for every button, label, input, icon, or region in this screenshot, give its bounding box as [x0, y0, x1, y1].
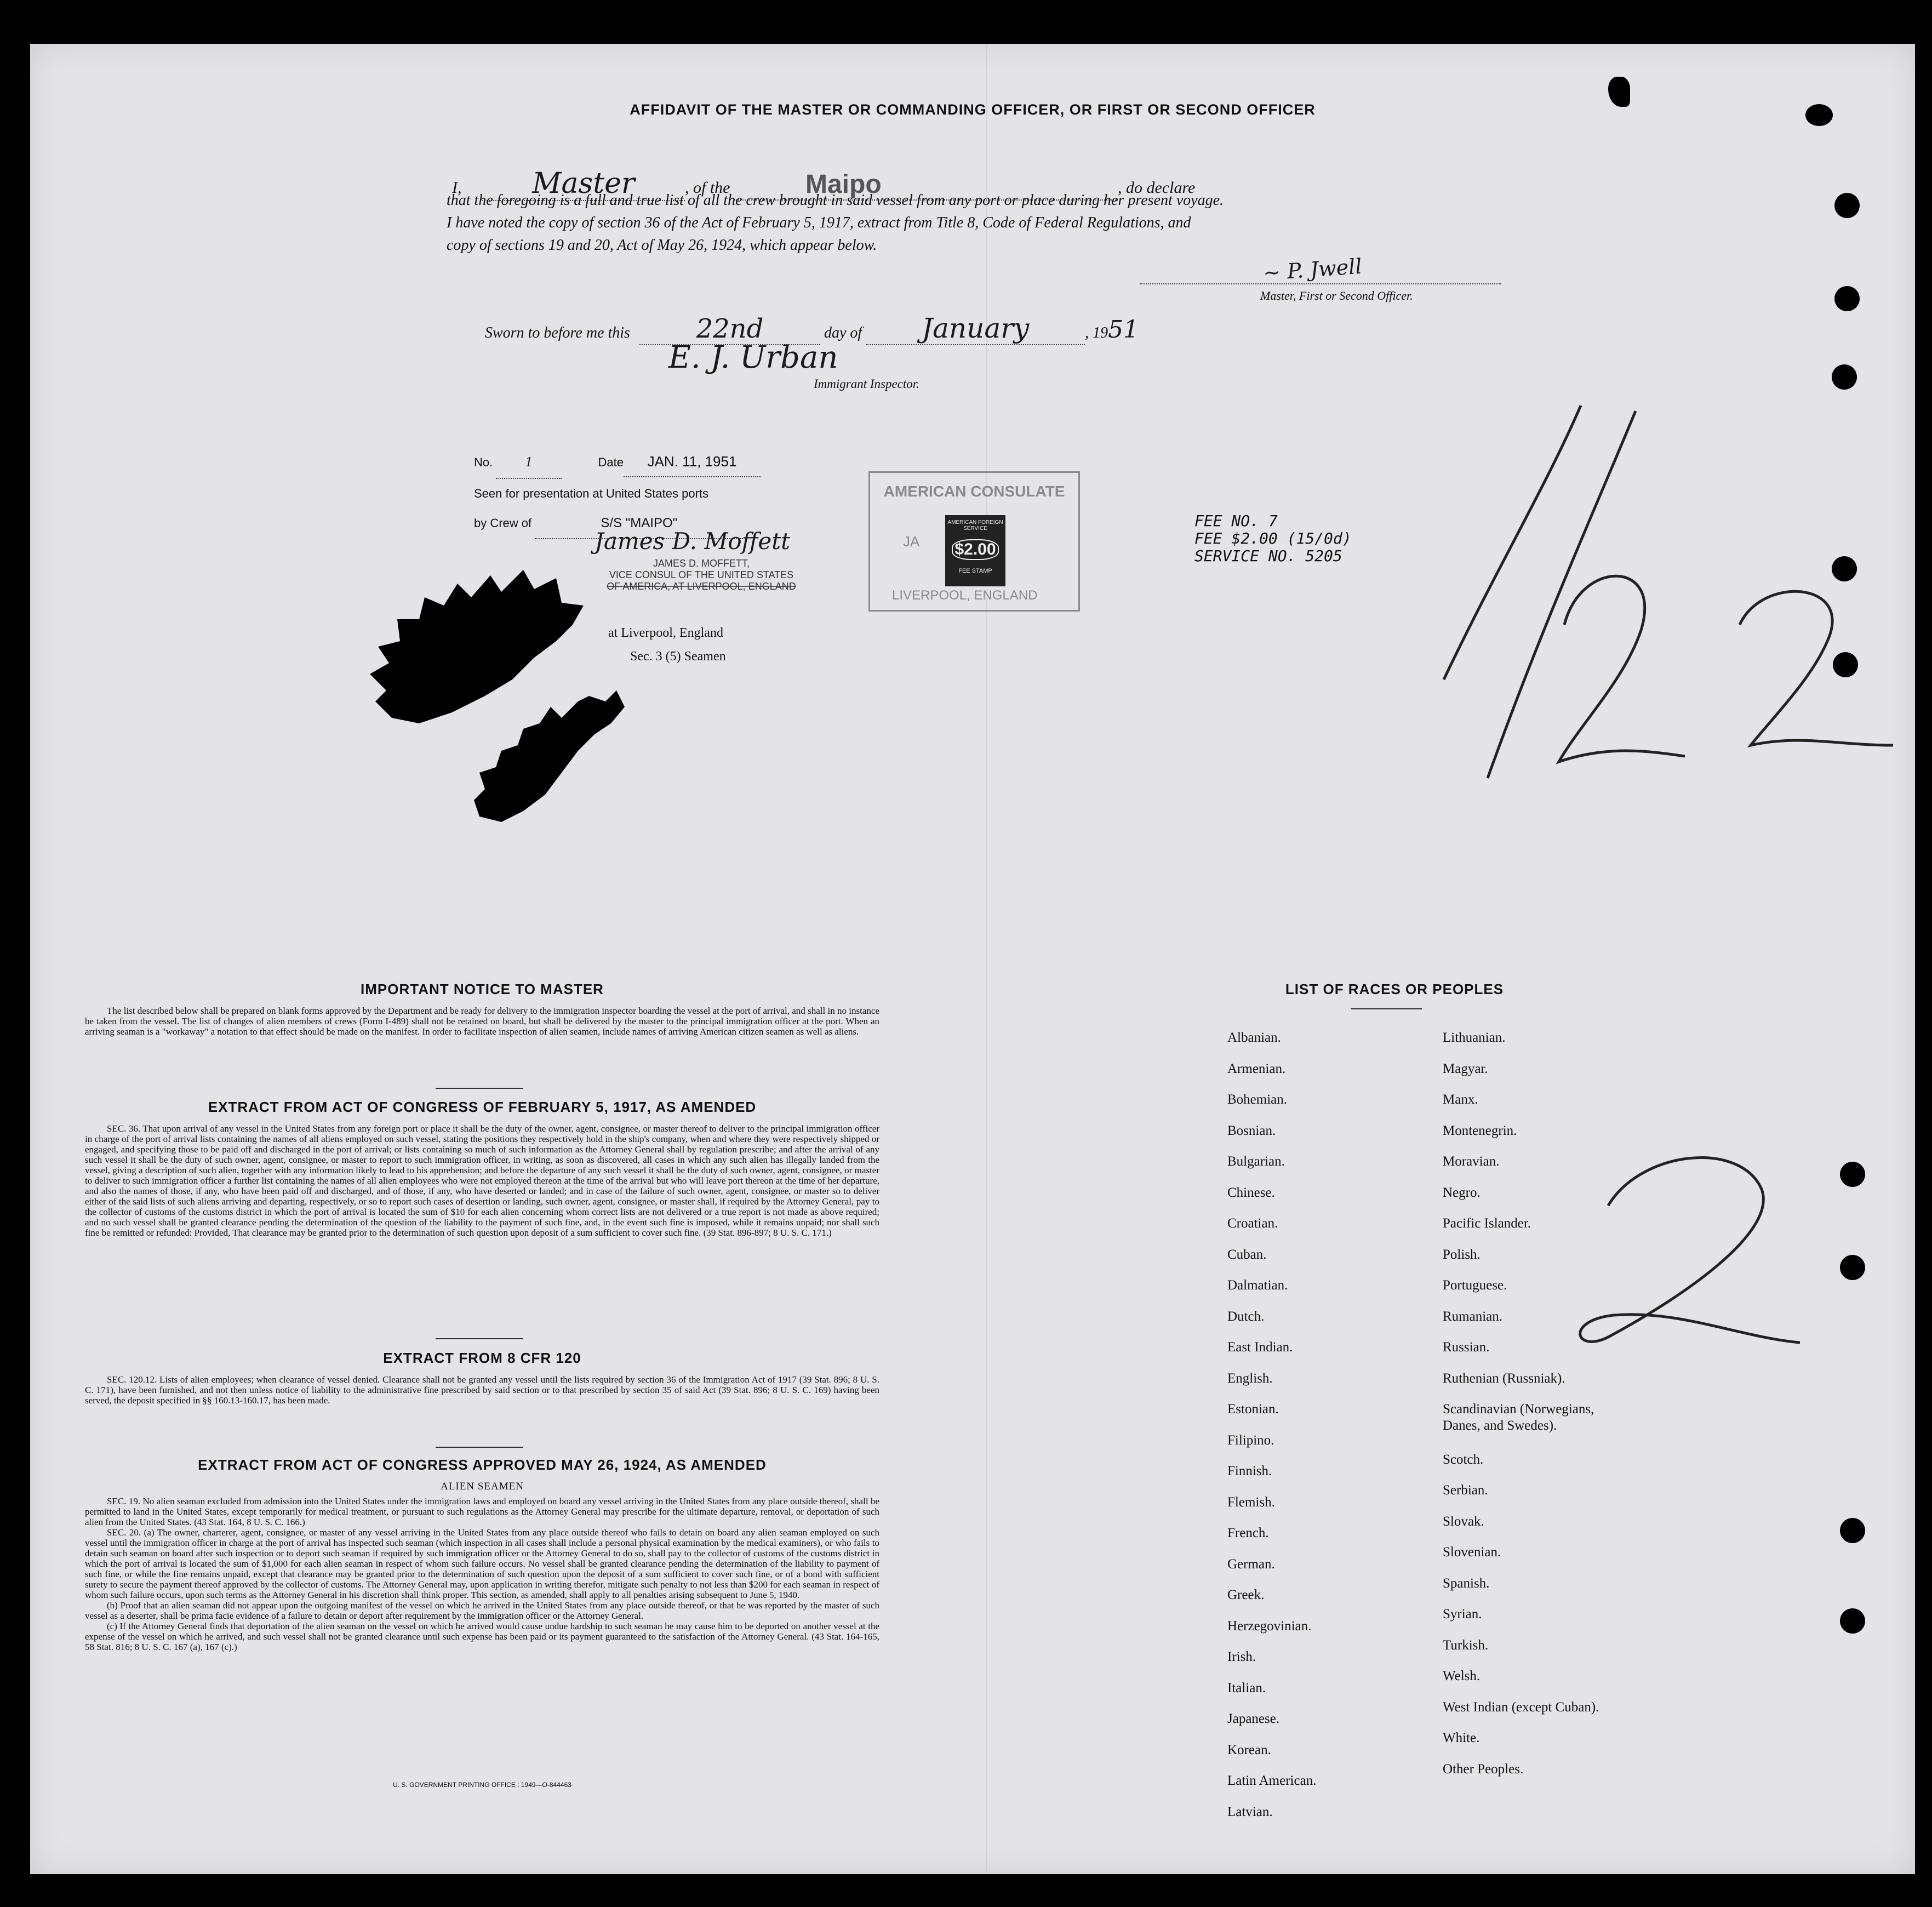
fee-line1: FEE NO. 7: [1194, 512, 1278, 530]
race-item: East Indian.: [1227, 1340, 1293, 1355]
consular-no-value: 1: [496, 448, 562, 479]
race-item: Filipino.: [1227, 1432, 1274, 1448]
revenue-stamp-bottom: FEE STAMP: [958, 568, 992, 574]
punch-hole: [1834, 286, 1860, 311]
consular-date-label: Date: [598, 455, 624, 469]
consul-signature: James D. Moffett: [595, 528, 790, 555]
inspector-signature: E. J. Urban: [668, 340, 838, 375]
race-item: White.: [1443, 1731, 1480, 1745]
extract-1917-title: EXTRACT FROM ACT OF CONGRESS OF FEBRUARY 5, 1917, AS AMENDED: [208, 1099, 757, 1115]
punch-hole: [1840, 1255, 1865, 1280]
affidavit-title: AFFIDAVIT OF THE MASTER OR COMMANDING OFFICER, OR FIRST OR SECOND OFFICER: [630, 101, 1316, 118]
consulate-stamp-bottom: LIVERPOOL, ENGLAND: [892, 588, 1038, 603]
race-item: Manx.: [1443, 1092, 1478, 1107]
consular-date-value: JAN. 11, 1951: [624, 447, 761, 477]
races-divider: [1351, 1008, 1422, 1009]
consul-at: at Liverpool, England: [608, 626, 723, 640]
race-item: Lithuanian.: [1443, 1030, 1506, 1045]
document-page: [30, 44, 1915, 1874]
race-item: Bulgarian.: [1227, 1154, 1285, 1169]
affidavit-line3: I have noted the copy of section 36 of the Act of February 5, 1917, extract from Title 8, Code of Federal Regulations, and: [447, 214, 1191, 231]
race-item: Welsh.: [1443, 1669, 1481, 1683]
punch-hole: [1840, 1162, 1865, 1187]
affidavit-body: [447, 189, 1521, 256]
race-item: West Indian (except Cuban).: [1443, 1699, 1599, 1715]
affidavit-i: I,: [452, 179, 462, 197]
consular-crew-label: by Crew of: [474, 516, 532, 530]
race-item: Cuban.: [1227, 1247, 1267, 1262]
race-item: Ruthenian (Russniak).: [1443, 1371, 1565, 1386]
punch-hole: [1832, 364, 1857, 390]
race-item: Italian.: [1227, 1680, 1266, 1695]
revenue-stamp-top: AMERICAN FOREIGN SERVICE: [947, 519, 1003, 532]
extract-1917-body: SEC. 36. That upon arrival of any vessel in the United States from any foreign port or place it shall be the duty of the owner, agent, consignee, or master thereof to deliver to the principal immigration officer in charge of the port of arrival lists containing the names of all aliens employed on such vessel, stating the positions they respectively hold in the ship's company, when and where they were respectively shipped or engaged, and specifying those to be paid off and discharged in the port of arrival; or lists containing so much of such information as the Attorney General shall by regulation prescribe; and after the arrival of any such vessel it shall be the duty of such owner, agent, consignee, or master to report to such immigration officer, in writing, as soon as discovered, all cases in which any such alien has illegally landed from the vessel, giving a description of such alien, together with any information likely to lead to his apprehension; and before the departure of any such vessel it shall be the duty of such owner, agent, consignee, or master to deliver to such immigration officer a further list containing the names of all alien employees who were not employed thereon at the time of the arrival but who will leave port thereon at the time of her departure, and also the names of those, if any, who have been paid off and discharged, and of those, if any, who have deserted or landed; and in case of the failure of such owner, agent, consignee, or master so to deliver either of the said lists of such aliens arriving and departing, respectively, or so to report such cases of desertion or landing, such owner, agent, consignee, or master shall, if required by the Attorney General, pay to the collector of customs of the customs district in which the port of arrival is located the sum of $10 for each alien concerning whom correct lists are not delivered or a true report is not made as above required; and no such vessel shall be granted clearance pending the determination of the question of the liability to the payment of such fine, and, in the event such fine is imposed, while it remains unpaid; nor shall such fine be remitted or refunded: Provided, That clearance may be granted prior to the determination of such question upon deposit of a sum sufficient to cover such fine. (39 Stat. 896-897; 8 U. S. C. 171.): [85, 1123, 879, 1238]
affidavit-of-the: , of the: [685, 179, 730, 197]
race-item: Albanian.: [1227, 1030, 1281, 1045]
race-item: Bohemian.: [1227, 1092, 1288, 1107]
consular-seen: Seen for presentation at United States ports: [474, 487, 709, 500]
race-item: Armenian.: [1227, 1061, 1286, 1076]
printer-line: U. S. GOVERNMENT PRINTING OFFICE : 1949—O-844463: [393, 1781, 571, 1789]
race-item: Slovenian.: [1443, 1545, 1501, 1560]
race-item: Polish.: [1443, 1247, 1481, 1262]
races-title: LIST OF RACES OR PEOPLES: [1285, 981, 1504, 997]
race-item: Latvian.: [1227, 1804, 1273, 1819]
consulate-stamp-title: AMERICAN CONSULATE: [883, 483, 1065, 500]
inspector-label: Immigrant Inspector.: [814, 377, 919, 391]
race-item: Irish.: [1227, 1649, 1256, 1664]
fee-revenue-stamp: [945, 515, 1005, 586]
race-item: Herzegovinian.: [1227, 1618, 1312, 1634]
race-item: Portuguese.: [1443, 1278, 1507, 1293]
race-item: English.: [1227, 1371, 1273, 1386]
revenue-stamp-value: $2.00: [952, 539, 999, 560]
fee-annotation: [1194, 512, 1352, 565]
punch-hole: [1834, 193, 1860, 218]
fee-line3: SERVICE NO. 5205: [1194, 547, 1342, 565]
vessel-name: Maipo: [734, 169, 1118, 201]
divider-3: [436, 1447, 523, 1448]
affidavit-line4: copy of sections 19 and 20, Act of May 26, 1924, which appear below.: [447, 237, 877, 254]
sworn-year: 51: [1108, 316, 1139, 344]
race-item: Scandinavian (Norwegians,: [1443, 1402, 1594, 1417]
officer-signature-line: [1140, 283, 1501, 284]
race-item: Slovak.: [1443, 1514, 1484, 1529]
consul-title: [578, 558, 825, 592]
ink-blot-lower: [468, 690, 633, 833]
officer-label: Master, First or Second Officer.: [1260, 289, 1413, 302]
sworn-year-prefix: , 19: [1085, 324, 1108, 341]
consular-crew-value: S/S "MAIPO": [535, 509, 743, 539]
consul-title2: OF AMERICA, AT LIVERPOOL, ENGLAND: [607, 581, 796, 592]
handwritten-fraction: [1400, 395, 1915, 811]
race-item: Korean.: [1227, 1742, 1271, 1757]
race-item: Chinese.: [1227, 1185, 1275, 1200]
race-item: German.: [1227, 1556, 1275, 1572]
race-item: Spanish.: [1443, 1575, 1490, 1591]
race-item: French.: [1227, 1526, 1269, 1540]
race-item: Finnish.: [1227, 1464, 1272, 1478]
fee-line2: FEE $2.00 (15/0d): [1194, 529, 1352, 547]
officer-signature: ~ P. Jwell: [1262, 254, 1363, 286]
affidavit-line2: that the foregoing is a full and true list of all the crew brought in said vessel from any port or place during her present voyage.: [447, 192, 1224, 209]
extract-cfr-body: SEC. 120.12. Lists of alien employees; when clearance of vessel denied. Clearance shall not be granted any vessel until the lists required by section 36 of the Immigration Act of 1917 (39 Stat. 896; 8 U. S. C. 171), have been furnished, and not then unless notice of liability to the administrative fine prescribed by said section or to that prescribed by section 35 of said Act (39 Stat. 896; 8 U. S. C. 169) having been served, the deposit specified in §§ 160.13-160.17, has been made.: [85, 1374, 879, 1406]
race-item: Other Peoples.: [1443, 1761, 1524, 1777]
race-item: Danes, and Swedes).: [1443, 1418, 1557, 1433]
sworn-line: [485, 312, 1307, 345]
notice-title: IMPORTANT NOTICE TO MASTER: [361, 981, 604, 997]
consul-name: JAMES D. MOFFETT,: [653, 558, 750, 569]
punch-hole: [1833, 652, 1858, 677]
race-item: Dutch.: [1227, 1309, 1265, 1324]
affidavit-do-declare: , do declare: [1118, 179, 1196, 197]
race-item: Russian.: [1443, 1340, 1490, 1355]
race-item: Turkish.: [1443, 1637, 1489, 1653]
rank-value: Master: [482, 167, 685, 201]
race-item: Negro.: [1443, 1185, 1481, 1200]
punch-hole: [1832, 556, 1857, 581]
race-item: Latin American.: [1227, 1773, 1317, 1788]
race-item: Croatian.: [1227, 1216, 1278, 1231]
race-item: Dalmatian.: [1227, 1278, 1288, 1293]
sworn-day-of: day of: [824, 324, 862, 341]
race-item: Scotch.: [1443, 1452, 1484, 1467]
consular-no-date: [474, 447, 814, 479]
extract-1924-subtitle: ALIEN SEAMEN: [441, 1481, 524, 1492]
race-item: Moravian.: [1443, 1154, 1500, 1169]
race-item: Syrian.: [1443, 1607, 1482, 1621]
race-item: Pacific Islander.: [1443, 1216, 1531, 1231]
sworn-text: Sworn to before me this: [485, 324, 630, 341]
divider-2: [436, 1338, 523, 1339]
race-item: Serbian.: [1443, 1483, 1488, 1498]
race-item: Flemish.: [1227, 1494, 1275, 1510]
extract-1924-title: EXTRACT FROM ACT OF CONGRESS APPROVED MAY 26, 1924, AS AMENDED: [198, 1457, 767, 1473]
consul-sec: Sec. 3 (5) Seamen: [630, 649, 726, 664]
sec20a: SEC. 20. (a) The owner, charterer, agent, consignee, or master of any vessel arriving in the United States from any place outside thereof who fails to detain on board any alien seaman employed on such vessel until the immigration officer in charge at the port of arrival has inspected such seaman (which inspection in all cases shall include a personal physical examination by the medical examiners), or who fails to detain such seaman on board after such inspection or to deport such seaman if required by such immigration officer or the Attorney General to do so, shall pay to the collector of customs of the customs district in which the port of arrival is located the sum of $1,000 for each alien seaman in respect of whom such failure occurs. No vessel shall be granted clearance pending the determination of the liability to payment of such fine, or while the fine remains unpaid, except that clearance may be granted prior to the determination of such question upon the deposit of a sum sufficient to cover such fine, or of a bond with sufficient surety to secure the payment thereof approved by the collector of customs. The Attorney General may, upon application in writing therefor, mitigate such penalty to not less than $200 for each seaman in respect of whom such failure occurs, upon such terms as the Attorney General in his discretion shall think proper. This section, as amended, shall apply to all penalties arising subsequent to June 5, 1940.: [85, 1527, 879, 1600]
divider-1: [436, 1088, 523, 1089]
consular-no-label: No.: [474, 455, 493, 469]
race-item: Magyar.: [1443, 1061, 1488, 1076]
extract-cfr-title: EXTRACT FROM 8 CFR 120: [383, 1350, 581, 1366]
punch-hole: [1840, 1608, 1865, 1634]
ink-mark-corner: [1805, 104, 1833, 126]
sec20c: (c) If the Attorney General finds that deportation of the alien seaman on the vessel on which he arrived would cause undue hardship to such seaman he may cause him to be deported on another vessel at the expense of the vessel on which he arrived, and such vessel shall not be granted clearance until such expense has been paid or its payment guaranteed to the satisfaction of the Attorney General. (43 Stat. 164-165, 58 Stat. 816; 8 U. S. C. 167 (a), 167 (c).): [85, 1621, 879, 1652]
race-item: Japanese.: [1227, 1711, 1280, 1726]
sec19: SEC. 19. No alien seaman excluded from admission into the United States under the immigration laws and employed on board any vessel arriving in the United States from any place outside thereof, shall be permitted to land in the United States, except temporarily for medical treatment, or pursuant to such regulations as the Attorney General may prescribe for the ultimate departure, removal, or deportation of such alien from the United States. (43 Stat. 164, 8 U. S. C. 166.): [85, 1496, 879, 1527]
sworn-day: 22nd: [639, 313, 820, 345]
handwritten-number: [1542, 1140, 1827, 1381]
race-item: Estonian.: [1227, 1402, 1279, 1417]
extract-1924-body: [85, 1496, 879, 1652]
sworn-month: January: [866, 312, 1085, 345]
consulate-stamp-side: JA: [903, 533, 920, 550]
notice-body: The list described below shall be prepared on blank forms approved by the Department and be ready for delivery to the immigration inspector boarding the vessel at the port of arrival, and shall in no instance be taken from the vessel. The list of changes of alien members of crews (Form I-489) shall not be retained on board, but shall be delivered by the master to the principal immigration officer at the port. When an arriving seaman is a "workaway" a notation to that effect should be made on the manifest. In order to facilitate inspection of alien seamen, include names of arriving American citizen seamen as well as aliens.: [85, 1006, 879, 1037]
race-item: Montenegrin.: [1443, 1123, 1517, 1138]
race-item: Bosnian.: [1227, 1123, 1276, 1138]
race-item: Rumanian.: [1443, 1309, 1503, 1324]
punch-hole: [1840, 1518, 1865, 1543]
race-item: Greek.: [1227, 1588, 1265, 1602]
sec20b: (b) Proof that an alien seaman did not appear upon the outgoing manifest of the vessel on which he arrived in the United States from any place outside thereof, or that he was reported by the master of such vessel as a deserter, shall be prima facie evidence of a failure to detain or deport after requirement by the immigration officer or the Attorney General.: [85, 1600, 879, 1621]
consular-block: [474, 447, 814, 539]
consul-title1: VICE CONSUL OF THE UNITED STATES: [609, 569, 794, 580]
